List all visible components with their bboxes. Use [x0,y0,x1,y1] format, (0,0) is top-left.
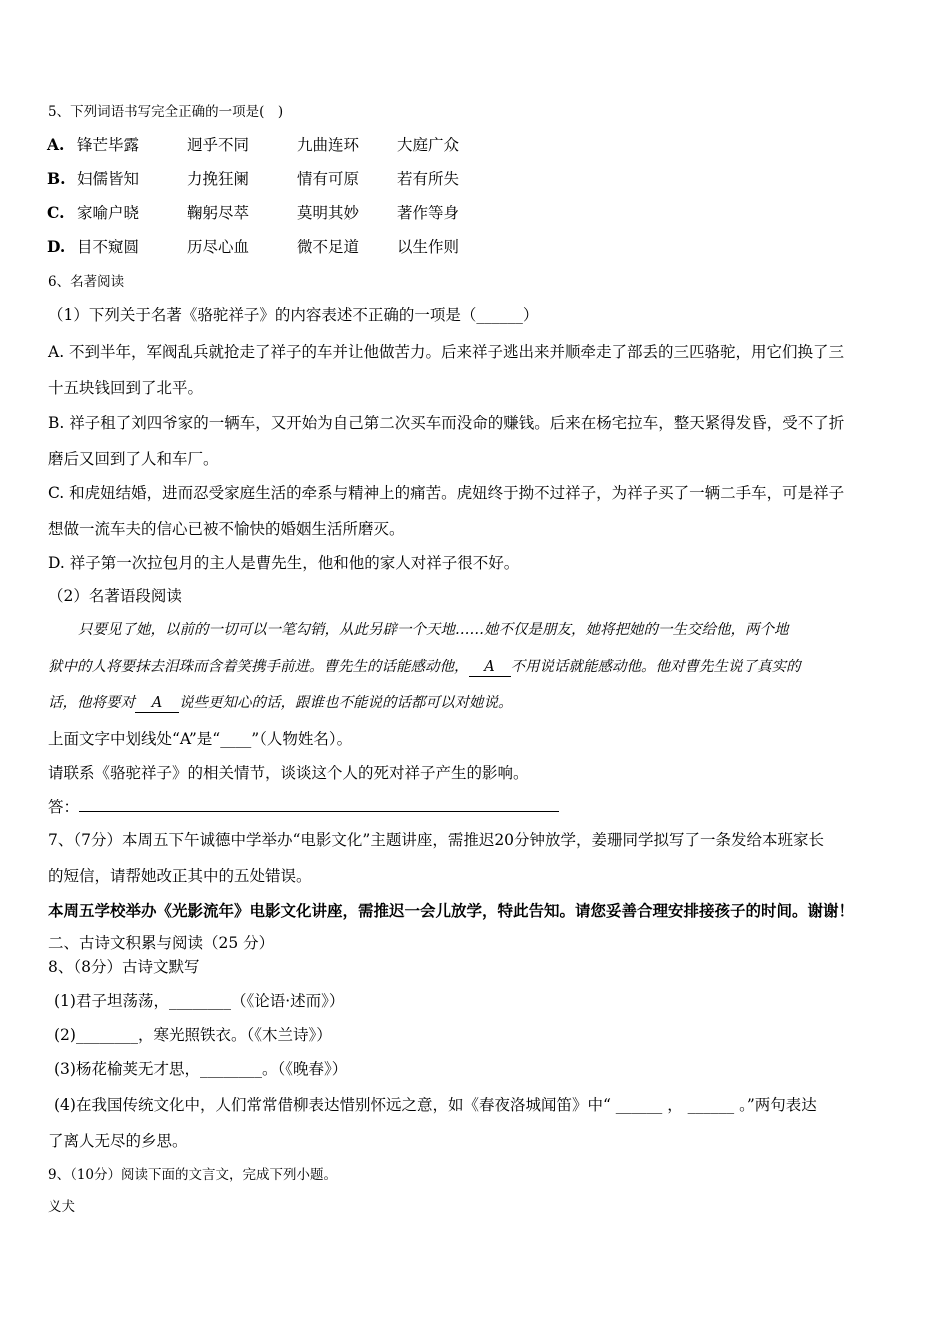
option-word: 大庭广众 [397,136,460,154]
q6-ask-2: 请联系《骆驼祥子》的相关情节，谈谈这个人的死对祥子产生的影响。 [48,764,529,782]
q9-stem: 9、（10分）阅读下面的文言文，完成下列小题。 [48,1167,338,1183]
q6-option-d: D. 祥子第一次拉包月的主人是曹先生，他和他的家人对祥子很不好。 [48,554,520,572]
option-word: 力挽狂阑 [187,170,250,188]
q6-stem: 6、名著阅读 [48,274,125,290]
underlined-blank-a: A [135,694,179,713]
answer-line [48,795,559,818]
option-word: 情有可原 [297,170,360,188]
option-word: 妇儒皆知 [77,170,140,188]
option-word: 以生作则 [397,238,460,256]
option-word: 迥乎不同 [187,136,250,154]
option-word: 若有所失 [397,170,460,188]
passage-text: 说些更知心的话，跟谁也不能说的话都可以对她说。 [179,695,513,711]
q8-item-4: (4)在我国传统文化中，人们常常借柳表达惜别怀远之意，如《春夜洛城闻笛》中“ ______ ， ______ 。”两句表达 [54,1096,817,1114]
answer-blank[interactable] [79,795,559,812]
passage-text: 不用说话就能感动他。他对曹先生说了真实的 [510,659,801,675]
q7-line-1: 7、（7分）本周五下午诚德中学举办“电影文化”主题讲座，需推迟20分钟放学，姜珊同学拟写了一条发给本班家长 [48,831,825,849]
section-2-heading: 二、古诗文积累与阅读（25 分） [48,934,275,952]
q8-item-4-cont: 了离人无尽的乡思。 [48,1132,188,1150]
passage-text: 话，他将要对 [48,695,135,711]
answer-label: 答： [48,798,80,816]
q6-sub2: （2）名著语段阅读 [48,587,182,605]
q5-option-c [47,202,459,224]
q9-passage-title: 义犬 [48,1199,75,1215]
option-letter: C. [47,203,65,222]
q5-stem: 5、下列词语书写完全正确的一项是( ) [48,104,284,120]
passage-line-2 [48,656,801,678]
passage-line-1: 只要见了她，以前的一切可以一笔勾销，从此另辟一个天地……她不仅是朋友，她将把她的一生交给他，两个地 [78,622,789,638]
option-word: 历尽心血 [187,238,250,256]
q6-ask-1: 上面文字中划线处“A”是“____”（人物姓名）。 [48,730,353,748]
underlined-blank-a: A [469,658,511,677]
option-word: 九曲连环 [297,136,360,154]
q8-item-2: (2)________，寒光照铁衣。（《木兰诗》） [54,1026,332,1044]
option-word: 莫明其妙 [297,204,360,222]
q6-sub1: （1）下列关于名著《骆驼祥子》的内容表述不正确的一项是（______） [48,306,539,324]
option-letter: B. [47,169,66,188]
q6-option-c-line1: C. 和虎妞结婚，进而忍受家庭生活的牵系与精神上的痛苦。虎妞终于拗不过祥子，为祥子买了一辆二手车，可是祥子 [48,484,845,502]
option-word: 微不足道 [297,238,360,256]
q5-option-d [47,236,459,258]
option-word: 家喻户晓 [77,204,140,222]
passage-text: 狱中的人将要抹去泪珠而含着笑携手前进。曹先生的话能感动他， [48,659,469,675]
option-letter: A. [47,135,65,154]
q8-item-3: (3)杨花榆荚无才思，________。（《晚春》） [54,1060,348,1078]
option-letter: D. [47,237,66,256]
option-word: 鞠躬尽萃 [187,204,250,222]
q7-line-2: 的短信，请帮她改正其中的五处错误。 [48,867,312,885]
q8-item-1: (1)君子坦荡荡，________（《论语·述而》） [54,992,345,1010]
option-word: 著作等身 [397,204,460,222]
option-word: 锋芒毕露 [77,136,140,154]
q8-stem: 8、（8分）古诗文默写 [48,958,200,976]
q6-option-a-line2: 十五块钱回到了北平。 [48,379,204,397]
option-word: 目不窥圆 [77,238,140,256]
q6-option-b-line2: 磨后又回到了人和车厂。 [48,450,219,468]
q6-option-a-line1: A. 不到半年，军阀乱兵就抢走了祥子的车并让他做苦力。后来祥子逃出来并顺牵走了部丢的三匹骆驼，用它们换了三 [48,343,845,361]
q7-message: 本周五学校举办《光影流年》电影文化讲座，需推迟一会儿放学，特此告知。请您妥善合理安排接孩子的时间。谢谢！ [48,901,855,920]
q6-option-b-line1: B. 祥子租了刘四爷家的一辆车，又开始为自己第二次买车而没命的赚钱。后来在杨宅拉车，整天紧得发昏，受不了折 [48,414,845,432]
q5-option-a [47,134,459,156]
q5-option-b [47,168,459,190]
passage-line-3 [48,692,513,714]
q6-option-c-line2: 想做一流车夫的信心已被不愉快的婚姻生活所磨灭。 [48,520,405,538]
